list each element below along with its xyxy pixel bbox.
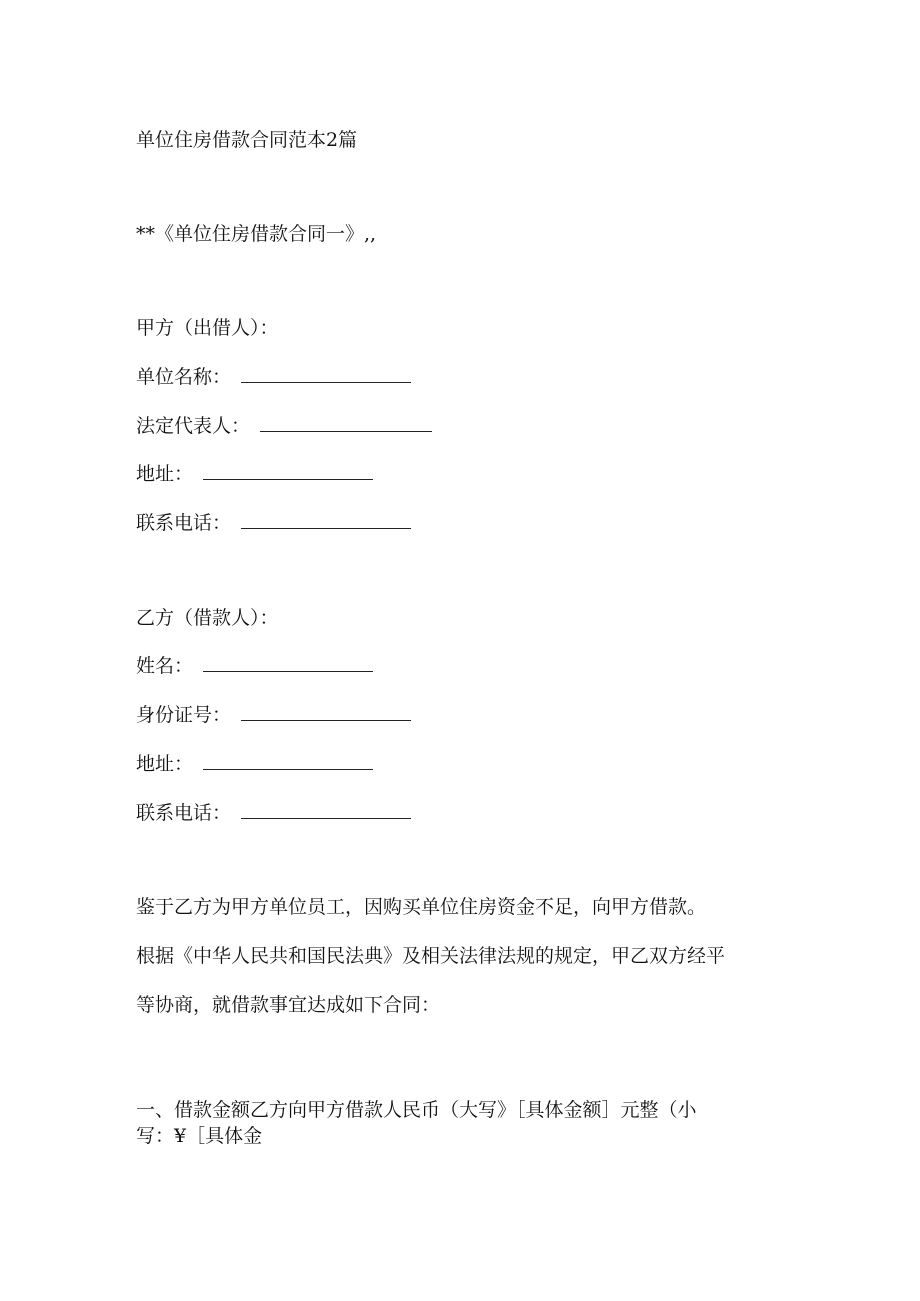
party-b-phone-row (136, 801, 411, 825)
party-a-address-row (136, 462, 373, 486)
intro-line-3: 等协商，就借款事宜达成如下合同： (136, 994, 441, 1016)
party-a-unit-name-row (136, 365, 411, 389)
document-title: 单位住房借款合同范本2篇 (136, 129, 358, 151)
contract-subtitle: **《单位住房借款合同一》,, (136, 223, 377, 245)
legal-rep-label: 法定代表人： (136, 415, 251, 437)
intro-line-2: 根据《中华人民共和国民法典》及相关法律法规的规定，甲乙双方经平 (136, 945, 726, 967)
party-b-address-label: 地址： (136, 753, 194, 775)
clause-1-line-1: 一、借款金额乙方向甲方借款人民币（大写》［具体金额］元整（小 (136, 1099, 697, 1121)
party-b-name-label: 姓名： (136, 655, 194, 677)
party-a-address-label: 地址： (136, 463, 194, 485)
party-b-id-blank (241, 704, 411, 721)
party-a-address-blank (203, 463, 373, 480)
party-b-heading: 乙方（借款人）： (136, 607, 279, 629)
legal-rep-blank (260, 415, 432, 432)
party-a-phone-blank (241, 512, 411, 529)
party-a-phone-label: 联系电话： (136, 512, 232, 534)
unit-name-blank (241, 366, 411, 383)
party-b-address-blank (203, 753, 373, 770)
party-b-address-row (136, 752, 373, 776)
party-a-phone-row (136, 511, 411, 535)
unit-name-label: 单位名称： (136, 366, 232, 388)
party-b-name-blank (203, 655, 373, 672)
clause-1-line-2: 写：¥［具体金 (136, 1125, 263, 1147)
party-a-legal-rep-row (136, 414, 432, 438)
party-b-name-row (136, 654, 373, 678)
party-b-id-row (136, 703, 411, 727)
party-b-phone-label: 联系电话： (136, 802, 232, 824)
party-b-id-label: 身份证号： (136, 704, 232, 726)
party-b-phone-blank (241, 802, 411, 819)
party-a-heading: 甲方（出借人）： (136, 317, 279, 339)
intro-line-1: 鉴于乙方为甲方单位员工，因购买单位住房资金不足，向甲方借款。 (136, 896, 707, 918)
